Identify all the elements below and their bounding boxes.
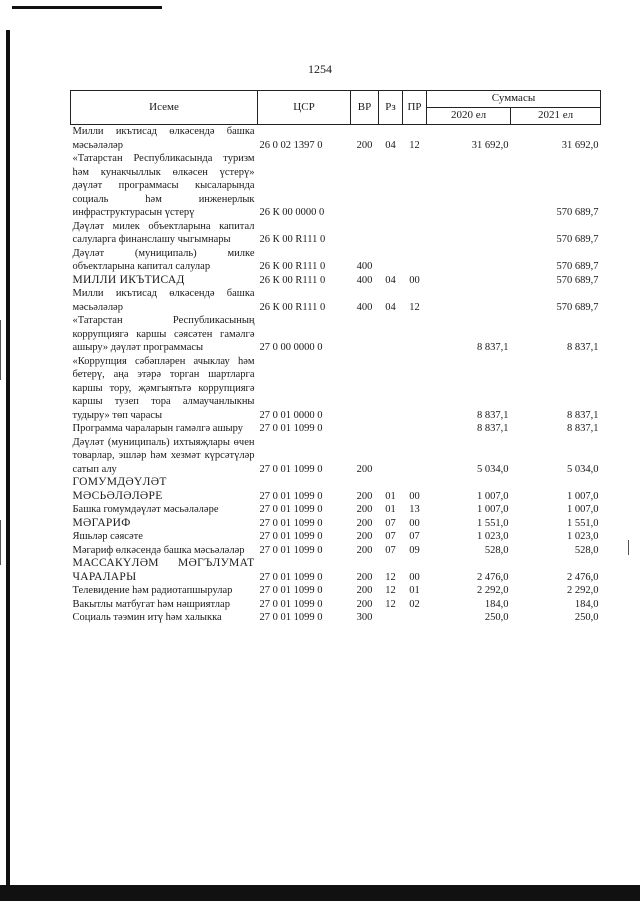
table-row — [71, 476, 601, 503]
row-amount-2020 — [427, 152, 511, 220]
row-csr-code: 27 0 00 0000 0 — [259, 342, 323, 353]
row-amount-2020: 31 692,0 — [471, 139, 509, 151]
row-amount-2021: 2 292,0 — [567, 585, 599, 596]
row-pr-code: 07 — [409, 531, 420, 542]
row-amount-2020: 184,0 — [484, 598, 509, 610]
row-rz-code — [379, 422, 403, 436]
row-amount-2020: 1 007,0 — [477, 504, 509, 515]
row-pr-code — [403, 220, 427, 247]
row-name: Яшьләр сәясәте — [72, 531, 143, 542]
row-pr-code: 09 — [409, 544, 420, 556]
row-amount-2020 — [427, 287, 511, 314]
row-vr-code: 200 — [356, 490, 373, 502]
row-rz-code: 04 — [385, 301, 396, 313]
row-amount-2020: 8 837,1 — [477, 423, 509, 434]
row-vr-code — [351, 220, 379, 247]
row-rz-code — [379, 355, 403, 423]
row-amount-2021: 528,0 — [574, 544, 599, 556]
row-vr-code — [351, 355, 379, 423]
row-amount-2020 — [427, 220, 511, 247]
row-amount-2021: 8 837,1 — [567, 409, 599, 421]
row-name: Программа чараларын гамәлгә ашыру — [72, 423, 243, 434]
scan-edge-left — [6, 30, 10, 890]
row-pr-code — [403, 422, 427, 436]
row-rz-code — [379, 220, 403, 247]
row-name: «Татарстан Республикасының коррупциягә каршы сәясәтен гамәлгә ашыру» дәүләт программасы — [72, 315, 255, 353]
row-rz-code — [379, 314, 403, 355]
row-csr-code: 27 0 01 1099 0 — [259, 517, 323, 529]
row-name: Социаль тәэмин итү һәм халыкка — [72, 612, 222, 623]
row-amount-2020: 5 034,0 — [477, 463, 509, 475]
row-csr-code: 26 К 00 0000 0 — [259, 207, 325, 218]
row-name: Дәүләт (муниципаль) милке объектларына капитал салулар — [72, 247, 255, 272]
row-rz-code — [379, 436, 403, 477]
row-rz-code — [379, 152, 403, 220]
row-amount-2020: 2 476,0 — [477, 571, 509, 583]
row-pr-code — [403, 247, 427, 274]
table-row — [71, 557, 601, 584]
row-name: Башка гомумдәүләт мәсьәләләре — [72, 504, 219, 515]
row-name: ГОМУМДӘҮЛӘТ МӘСЬӘЛӘЛӘРЕ — [72, 476, 167, 502]
row-amount-2021: 1 551,0 — [567, 517, 599, 529]
row-rz-code: 04 — [385, 139, 396, 151]
header-csr: ЦСР — [258, 91, 351, 125]
row-amount-2021: 8 837,1 — [567, 342, 599, 353]
row-pr-code — [403, 436, 427, 477]
scan-margin-mark — [628, 540, 629, 555]
row-amount-2020: 2 292,0 — [477, 585, 509, 596]
row-vr-code: 400 — [356, 261, 373, 272]
row-name: Вакытлы матбугат һәм нәшриятлар — [72, 598, 230, 610]
row-amount-2021: 570 689,7 — [556, 207, 599, 218]
row-csr-code: 26 0 02 1397 0 — [259, 139, 323, 151]
row-amount-2020: 250,0 — [484, 612, 509, 623]
row-csr-code: 26 К 00 R111 0 — [259, 301, 326, 313]
row-csr-code: 27 0 01 1099 0 — [259, 544, 323, 556]
row-amount-2021: 184,0 — [574, 598, 599, 610]
row-rz-code: 07 — [385, 531, 396, 542]
row-vr-code: 200 — [356, 585, 373, 596]
row-amount-2021: 570 689,7 — [556, 301, 599, 313]
row-vr-code: 200 — [356, 504, 373, 515]
row-vr-code: 200 — [356, 571, 373, 583]
row-pr-code — [403, 314, 427, 355]
row-name: «Татарстан Республикасында туризм һәм кунакчыллык өлкәсен үстерү» дәүләт программасы кысаларында социаль һәм инженерлык инфраструктурасын үстерү — [72, 153, 255, 218]
row-rz-code: 12 — [385, 585, 396, 596]
row-pr-code: 00 — [409, 571, 420, 583]
row-rz-code: 12 — [385, 571, 396, 583]
table-row — [71, 422, 601, 436]
table-row — [71, 220, 601, 247]
table-row — [71, 584, 601, 598]
row-rz-code: 01 — [385, 490, 396, 502]
row-rz-code — [379, 611, 403, 625]
row-amount-2020: 528,0 — [484, 544, 509, 556]
row-amount-2021: 1 023,0 — [567, 531, 599, 542]
header-name: Исеме — [71, 91, 258, 125]
row-amount-2021: 31 692,0 — [561, 139, 599, 151]
row-pr-code: 00 — [409, 517, 420, 529]
row-vr-code: 400 — [356, 274, 373, 286]
row-pr-code: 13 — [409, 504, 420, 515]
row-vr-code: 200 — [356, 598, 373, 610]
row-vr-code: 200 — [356, 139, 373, 151]
table-row — [71, 247, 601, 274]
row-rz-code: 07 — [385, 544, 396, 556]
row-rz-code: 07 — [385, 517, 396, 529]
page-number: 1254 — [308, 62, 332, 76]
header-sums: Суммасы — [427, 91, 601, 108]
table-row — [71, 287, 601, 314]
row-rz-code: 12 — [385, 598, 396, 610]
header-vr: ВР — [351, 91, 379, 125]
row-name: Дәүләт милек объектларына капитал салуларга финанслашу чыгымнары — [72, 220, 255, 245]
row-name: Мәгариф өлкәсендә башка мәсьәләләр — [72, 544, 245, 556]
row-csr-code: 27 0 01 1099 0 — [259, 585, 323, 596]
row-pr-code: 12 — [409, 139, 420, 151]
table-body — [71, 125, 601, 625]
table-row — [71, 611, 601, 625]
scan-margin-mark — [0, 320, 1, 380]
row-amount-2021: 1 007,0 — [567, 490, 599, 502]
row-name: МИЛЛИ ИКЪТИСАД — [72, 273, 185, 286]
header-rz: Рз — [379, 91, 403, 125]
row-rz-code: 04 — [385, 274, 396, 286]
row-name: Телевидение һәм радиотапшырулар — [72, 585, 233, 596]
row-amount-2020: 1 551,0 — [477, 517, 509, 529]
row-pr-code — [403, 611, 427, 625]
table-row — [71, 152, 601, 220]
row-vr-code — [351, 422, 379, 436]
row-amount-2021: 8 837,1 — [567, 423, 599, 434]
row-name: «Коррупция сәбәпләрен ачыклау һәм бетерү, аңа этәрә торган шартларга каршы тору, җәмгыятьтә коррупциягә каршы тузеп тора алмаучанлыкны тудыру» төп чарасы — [72, 355, 255, 421]
row-amount-2020: 8 837,1 — [477, 342, 509, 353]
row-pr-code: 02 — [409, 598, 420, 610]
table-row — [71, 503, 601, 517]
row-csr-code: 27 0 01 1099 0 — [259, 612, 323, 623]
row-csr-code: 26 К 00 R111 0 — [259, 274, 326, 286]
row-pr-code: 01 — [409, 585, 420, 596]
row-csr-code: 27 0 01 1099 0 — [259, 463, 323, 475]
row-pr-code — [403, 152, 427, 220]
table-row — [71, 125, 601, 153]
row-vr-code: 200 — [356, 531, 373, 542]
row-amount-2020 — [427, 247, 511, 274]
table-row — [71, 314, 601, 355]
scan-margin-mark — [0, 520, 1, 565]
row-amount-2021: 570 689,7 — [556, 274, 599, 286]
table-row — [71, 598, 601, 612]
row-name: Милли икътисад өлкәсендә башка мәсьәләләр — [72, 126, 255, 151]
row-rz-code — [379, 247, 403, 274]
row-amount-2020: 8 837,1 — [477, 409, 509, 421]
row-amount-2021: 570 689,7 — [556, 234, 599, 245]
row-csr-code: 27 0 01 1099 0 — [259, 423, 323, 434]
row-amount-2021: 1 007,0 — [567, 504, 599, 515]
row-vr-code: 200 — [356, 544, 373, 556]
row-pr-code: 00 — [409, 490, 420, 502]
row-csr-code: 27 0 01 1099 0 — [259, 490, 323, 502]
row-pr-code: 12 — [409, 301, 420, 313]
row-vr-code: 400 — [356, 301, 373, 313]
table-row — [71, 544, 601, 558]
row-amount-2021: 2 476,0 — [567, 571, 599, 583]
row-csr-code: 27 0 01 1099 0 — [259, 504, 323, 515]
row-pr-code — [403, 355, 427, 423]
row-vr-code: 200 — [356, 517, 373, 529]
table-row — [71, 530, 601, 544]
row-name: Милли икътисад өлкәсендә башка мәсьәләләр — [72, 288, 255, 313]
budget-table — [70, 90, 601, 625]
row-amount-2020: 1 007,0 — [477, 490, 509, 502]
header-year-2021: 2021 ел — [511, 108, 601, 125]
table-row — [71, 355, 601, 423]
row-rz-code: 01 — [385, 504, 396, 515]
row-amount-2021: 570 689,7 — [556, 261, 599, 272]
row-pr-code: 00 — [409, 274, 420, 286]
scan-edge-bottom — [0, 885, 640, 901]
table-row — [71, 274, 601, 288]
row-csr-code: 26 К 00 R111 0 — [259, 261, 326, 272]
row-vr-code — [351, 314, 379, 355]
row-amount-2021: 5 034,0 — [567, 463, 599, 475]
table-row — [71, 436, 601, 477]
row-name: МӘГАРИФ — [72, 516, 131, 529]
header-year-2020: 2020 ел — [427, 108, 511, 125]
table-row — [71, 517, 601, 531]
row-name: МАССАКҮЛӘМ МӘГЪЛУМАТ ЧАРАЛАРЫ — [72, 557, 255, 583]
row-amount-2020 — [427, 274, 511, 288]
scan-edge-top — [12, 6, 162, 9]
row-csr-code: 27 0 01 0000 0 — [259, 409, 323, 421]
row-name: Дәүләт (муниципаль) ихтыяҗлары өчен товарлар, эшләр һәм хезмәт күрсәтүләр сатып алу — [72, 436, 255, 475]
row-vr-code: 300 — [356, 612, 373, 623]
row-amount-2021: 250,0 — [574, 612, 599, 623]
header-pr: ПР — [403, 91, 427, 125]
row-csr-code: 27 0 01 1099 0 — [259, 531, 323, 542]
row-csr-code: 27 0 01 1099 0 — [259, 598, 323, 610]
row-vr-code: 200 — [356, 463, 373, 475]
row-amount-2020: 1 023,0 — [477, 531, 509, 542]
row-vr-code — [351, 152, 379, 220]
row-csr-code: 26 К 00 R111 0 — [259, 234, 326, 245]
row-csr-code: 27 0 01 1099 0 — [259, 571, 323, 583]
